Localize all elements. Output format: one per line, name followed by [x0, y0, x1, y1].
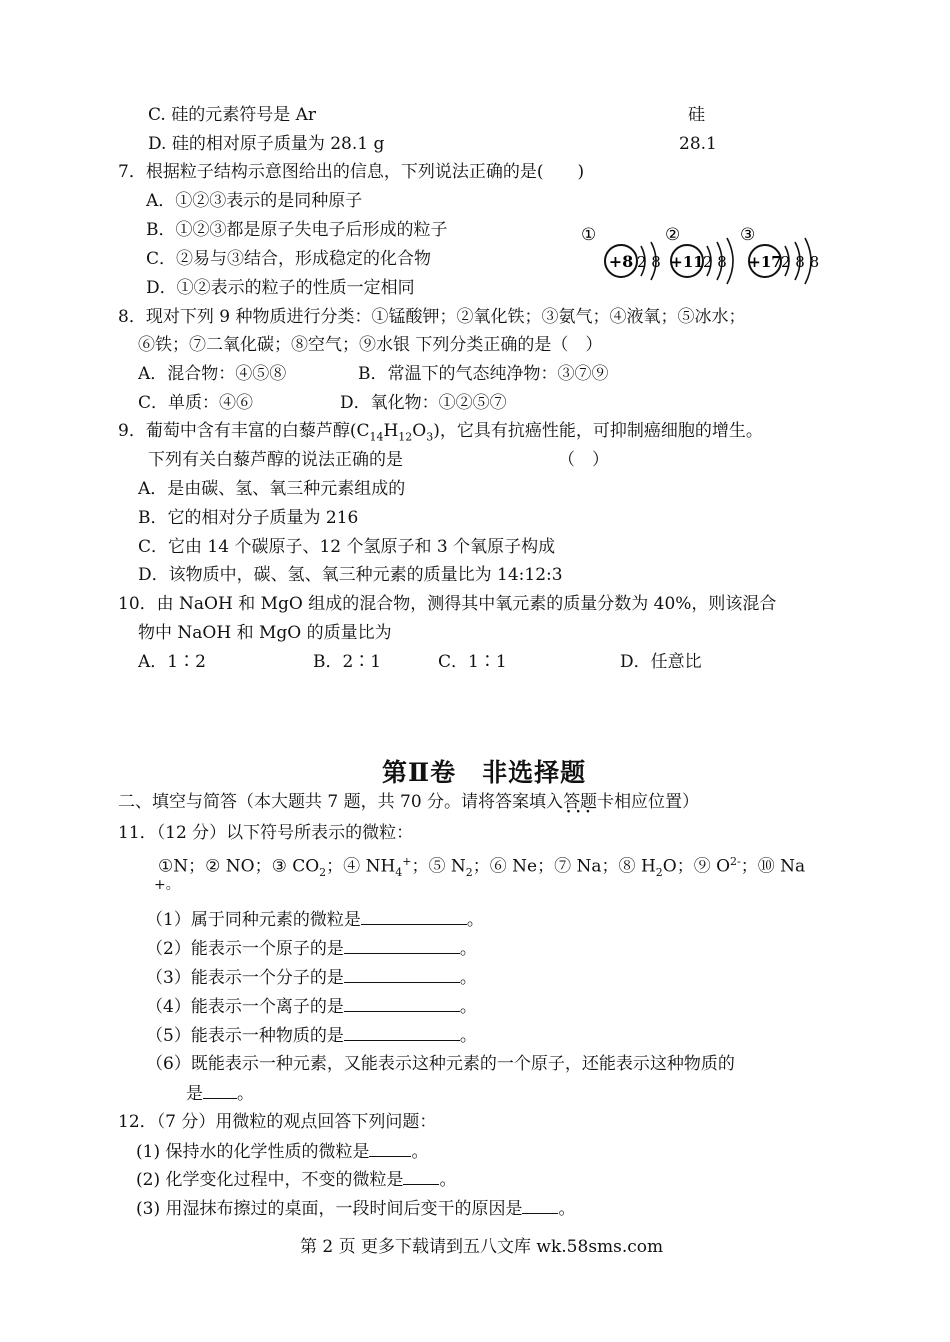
particle-1-nucleus: +8 [608, 252, 634, 271]
q10-option-b: B．2∶1 [313, 652, 382, 672]
q7-option-d: D．①②表示的粒子的性质一定相同 [146, 278, 415, 298]
q11-sub5-text: （5）能表示一种物质的是 [146, 1026, 344, 1046]
q10-option-a: A．1∶2 [138, 652, 206, 672]
q11-sub6-text: 是 [186, 1084, 203, 1104]
q8-option-b: B．常温下的气态纯净物：③⑦⑨ [358, 364, 609, 384]
particle-1-label: ① [581, 225, 597, 245]
q11-sub4-text: （4）能表示一个离子的是 [146, 997, 344, 1017]
q6-option-d: D. 硅的相对原子质量为 28.1 g [148, 134, 385, 154]
particle-2-electrons: 2 8 [703, 253, 727, 271]
q10-stem-line1: 10．由 NaOH 和 MgO 组成的混合物，测得其中氧元素的质量分数为 40%，则该混合 [118, 594, 777, 614]
q11-nh4-sub: 4 [395, 866, 403, 880]
q10-option-c: C．1∶1 [438, 652, 507, 672]
q9-sub-c: 14 [369, 430, 384, 444]
particle-3-nucleus: +17 [748, 253, 782, 271]
q9-answer-bracket: （ ） [558, 450, 609, 470]
q7-option-a: A．①②③表示的是同种原子 [146, 191, 363, 211]
q11-symbols [158, 851, 805, 884]
q11-sub2-text: （2）能表示一个原子的是 [146, 939, 344, 959]
q9-o: O [412, 421, 427, 441]
q9-option-d: D．该物质中，碳、氢、氧三种元素的质量比为 14:12:3 [138, 565, 563, 585]
q11-n2-sub: 2 [465, 866, 473, 880]
q11-symbols-mid2: ；⑤ N [411, 856, 466, 877]
q11-symbols-mid3: ；⑥ Ne；⑦ Na；⑧ H [472, 856, 656, 877]
q11-sub1 [146, 908, 484, 931]
q9-sub-h: 12 [398, 430, 413, 444]
answer-blank[interactable] [361, 908, 467, 925]
q8-option-d: D．氧化物：①②⑤⑦ [340, 393, 507, 413]
answer-blank[interactable] [403, 1168, 439, 1185]
q11-sub1-text: （1）属于同种元素的微粒是 [146, 910, 361, 930]
q12-sub2 [136, 1168, 456, 1191]
answer-blank[interactable] [344, 995, 460, 1012]
q11-sub6-line2 [186, 1082, 254, 1105]
particle-3-label: ③ [740, 225, 756, 245]
q7-stem: 7．根据粒子结构示意图给出的信息，下列说法正确的是( ) [118, 162, 585, 182]
q11-symbols-end: ；⑩ Na [740, 856, 806, 877]
q11-symbols-mid1: ；④ NH [326, 856, 396, 877]
particle-diagram-1 [581, 225, 661, 280]
answer-blank[interactable] [344, 1024, 460, 1041]
q12-sub3-text: (3) 用湿抹布擦过的桌面，一段时间后变干的原因是 [136, 1199, 523, 1219]
q12-sub1 [136, 1140, 428, 1163]
q9-sub-o: 3 [426, 430, 434, 444]
section-intro-pre: 二、填空与简答（本大题共 7 题，共 70 分。请将答案填入 [118, 792, 564, 812]
element-card-name: 硅 [688, 105, 705, 125]
q8-option-a: A．混合物：④⑤⑧ [138, 364, 287, 384]
q11-sub3 [146, 966, 477, 989]
q11-symbols-mid4: O；⑨ O [662, 856, 731, 877]
particle-diagram-3 [740, 225, 819, 284]
page-footer: 第 2 页 更多下载请到五八文库 wk.58sms.com [300, 1237, 664, 1257]
q7-option-b: B．①②③都是原子失电子后形成的粒子 [146, 220, 448, 240]
q11-sub6-line1: （6）既能表示一种元素，又能表示这种元素的一个原子，还能表示这种物质的 [146, 1054, 735, 1074]
q11-nh4-sup: + [402, 855, 412, 868]
section-intro-post: 相应位置） [614, 792, 700, 812]
q7-option-c: C．②易与③结合，形成稳定的化合物 [146, 249, 432, 269]
q9-stem-post: )，它具有抗癌性能，可抑制癌细胞的增生。 [433, 421, 763, 441]
end-mark: 。 [558, 1199, 576, 1219]
q9-stem-line1 [118, 420, 763, 448]
element-card-mass: 28.1 [679, 134, 717, 154]
q11-o2-sup: 2- [730, 855, 741, 868]
q11-stem: 11．（12 分）以下符号所表示的微粒： [118, 823, 414, 843]
q12-sub2-text: (2) 化学变化过程中，不变的微粒是 [136, 1170, 404, 1190]
q11-na-plus: +。 [154, 877, 180, 893]
q9-option-b: B．它的相对分子质量为 216 [138, 508, 359, 528]
q12-sub1-text: (1) 保持水的化学性质的微粒是 [136, 1142, 370, 1162]
q9-option-a: A．是由碳、氢、氧三种元素组成的 [138, 479, 406, 499]
answer-blank[interactable] [344, 937, 460, 954]
answer-blank[interactable] [369, 1140, 411, 1157]
answer-blank[interactable] [522, 1197, 558, 1214]
q11-sub2 [146, 937, 477, 960]
q11-sub3-text: （3）能表示一个分子的是 [146, 968, 344, 988]
particle-diagram-2 [665, 225, 733, 284]
particle-2-shell-3 [727, 238, 733, 284]
section-intro-emphasis: 答题卡 · · [563, 791, 614, 813]
end-mark: 。 [237, 1084, 254, 1104]
q9-stem-pre: 9．葡萄中含有丰富的白藜芦醇(C [118, 421, 370, 441]
end-mark: 。 [439, 1170, 457, 1190]
q10-stem-line2: 物中 NaOH 和 MgO 的质量比为 [138, 623, 392, 643]
q11-sub4 [146, 995, 477, 1018]
q9-h: H [383, 421, 399, 441]
end-mark: 。 [459, 939, 477, 959]
q12-sub3 [136, 1197, 575, 1220]
q11-sub5 [146, 1024, 477, 1047]
q6-option-c: C. 硅的元素符号是 Ar [148, 105, 317, 125]
end-mark: 。 [459, 1026, 477, 1046]
q8-stem-line1: 8．现对下列 9 种物质进行分类：①锰酸钾；②氧化铁；③氨气；④液氧；⑤冰水； [118, 307, 746, 327]
q9-option-c: C．它由 14 个碳原子、12 个氢原子和 3 个氧原子构成 [138, 537, 556, 557]
end-mark: 。 [466, 910, 484, 930]
q8-stem-line2: ⑥铁；⑦二氧化碳；⑧空气；⑨水银 下列分类正确的是（ ） [138, 335, 603, 355]
section-intro [118, 791, 699, 813]
q11-h2o-sub: 2 [655, 866, 663, 880]
q12-stem: 12．（7 分）用微粒的观点回答下列问题： [118, 1112, 437, 1132]
q11-co2-sub: 2 [319, 866, 327, 880]
particle-2-nucleus: +11 [670, 253, 704, 271]
answer-blank[interactable] [344, 966, 460, 983]
particle-structure-diagrams [575, 220, 835, 285]
end-mark: 。 [459, 997, 477, 1017]
particle-1-electrons: 2 8 [637, 253, 661, 271]
end-mark: 。 [459, 968, 477, 988]
section-title: 第Ⅱ卷 非选择题 [382, 758, 587, 787]
q11-symbols-pre: ①N；② NO；③ CO [158, 856, 320, 877]
particle-2-label: ② [665, 225, 681, 245]
q10-option-d: D．任意比 [620, 652, 702, 672]
particle-3-electrons: 2 8 8 [781, 253, 820, 271]
q9-stem-line2: 下列有关白藜芦醇的说法正确的是 [148, 450, 403, 470]
end-mark: 。 [411, 1142, 429, 1162]
answer-blank[interactable] [203, 1082, 237, 1099]
q8-option-c: C．单质：④⑥ [138, 393, 254, 413]
